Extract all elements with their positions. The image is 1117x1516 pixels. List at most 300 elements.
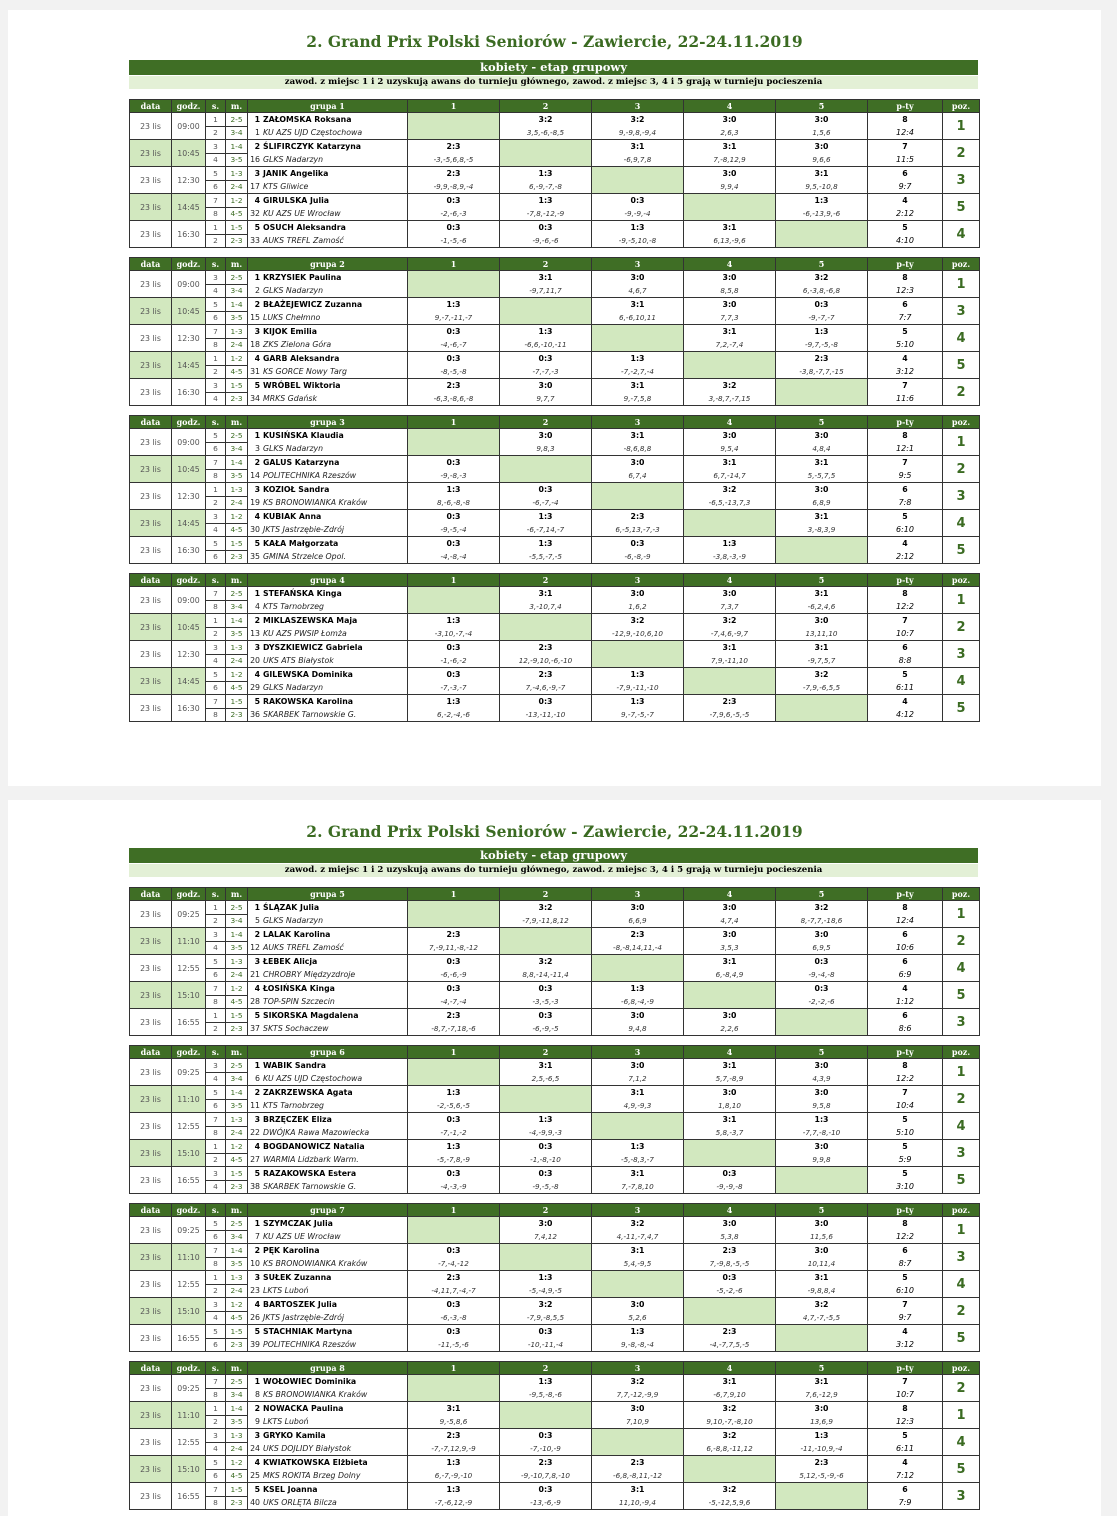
match-score: 3:2 bbox=[500, 1298, 592, 1312]
col-header-table: s. bbox=[206, 888, 226, 901]
set-scores: -2,-5,6,-5 bbox=[408, 1099, 500, 1113]
player-position: 3 bbox=[943, 641, 980, 668]
self-match-cell bbox=[684, 194, 776, 221]
player-name: LALAK Karolina bbox=[263, 930, 331, 939]
table-number: 6 bbox=[206, 1099, 226, 1113]
match-score: 3:1 bbox=[776, 167, 868, 181]
match-score: 0:3 bbox=[500, 1483, 592, 1497]
set-scores: 9,8,3 bbox=[500, 442, 592, 456]
set-scores: 11,5,6 bbox=[776, 1230, 868, 1244]
match-score: 3:0 bbox=[592, 1009, 684, 1023]
group-table bbox=[129, 1045, 980, 1194]
match-date: 23 lis bbox=[130, 1113, 172, 1140]
match-score: 1:3 bbox=[592, 982, 684, 996]
match-pairing: 1-3 bbox=[226, 1113, 248, 1127]
match-pairing: 2-4 bbox=[226, 1284, 248, 1298]
club-name: SKARBEK Tarnowskie G. bbox=[263, 710, 357, 719]
player-position: 3 bbox=[943, 1244, 980, 1271]
match-score: 2:3 bbox=[776, 352, 868, 366]
set-scores: -13,-11,-10 bbox=[500, 708, 592, 722]
club-name: KTS Tarnobrzeg bbox=[263, 602, 324, 611]
set-balance: 8:6 bbox=[868, 1022, 943, 1036]
match-score: 2:3 bbox=[408, 140, 500, 154]
table-number: 4 bbox=[206, 1442, 226, 1456]
col-header-opponent: 5 bbox=[776, 1046, 868, 1059]
set-balance: 6:9 bbox=[868, 968, 943, 982]
player-position: 2 bbox=[943, 456, 980, 483]
set-balance: 10:6 bbox=[868, 941, 943, 955]
set-scores: -9,-4,-8 bbox=[776, 968, 868, 982]
player-seed: 39 bbox=[250, 1340, 260, 1349]
player-name: ZAŁOMSKA Roksana bbox=[263, 115, 352, 124]
player-number: 3 bbox=[254, 643, 260, 652]
set-scores: 9,-8,-8,-4 bbox=[592, 1338, 684, 1352]
set-scores: 13,6,9 bbox=[776, 1415, 868, 1429]
table-number: 4 bbox=[206, 392, 226, 406]
set-scores: 1,5,6 bbox=[776, 126, 868, 140]
player-points: 8 bbox=[868, 429, 943, 443]
set-scores: 4,9,-9,3 bbox=[592, 1099, 684, 1113]
player-points: 5 bbox=[868, 668, 943, 682]
set-scores: 6,9,5 bbox=[776, 941, 868, 955]
set-balance: 10:7 bbox=[868, 1388, 943, 1402]
match-score: 0:3 bbox=[592, 194, 684, 208]
table-number: 8 bbox=[206, 469, 226, 483]
set-scores: -7,9,-6,5,5 bbox=[776, 681, 868, 695]
table-number: 7 bbox=[206, 456, 226, 470]
match-score: 3:1 bbox=[684, 1059, 776, 1073]
match-time: 09:00 bbox=[172, 429, 206, 456]
match-score: 1:3 bbox=[500, 167, 592, 181]
match-score: 1:3 bbox=[776, 1429, 868, 1443]
match-pairing: 3-5 bbox=[226, 941, 248, 955]
match-date: 23 lis bbox=[130, 668, 172, 695]
set-scores: -9,-7,-7 bbox=[776, 311, 868, 325]
player-points: 4 bbox=[868, 695, 943, 709]
table-number: 8 bbox=[206, 708, 226, 722]
match-date: 23 lis bbox=[130, 1298, 172, 1325]
match-score: 3:0 bbox=[776, 429, 868, 443]
set-balance: 9:7 bbox=[868, 180, 943, 194]
match-pairing: 1-2 bbox=[226, 1298, 248, 1312]
set-scores: -9,-9,-8 bbox=[684, 1180, 776, 1194]
match-score: 3:0 bbox=[592, 587, 684, 601]
col-header-opponent: 5 bbox=[776, 100, 868, 113]
self-match-cell bbox=[684, 1298, 776, 1325]
self-match-cell bbox=[776, 695, 868, 722]
player-position: 4 bbox=[943, 1429, 980, 1456]
col-header-opponent: 3 bbox=[592, 1046, 684, 1059]
club-name: UKS DOJLIDY Białystok bbox=[263, 1444, 352, 1453]
col-header-opponent: 2 bbox=[500, 416, 592, 429]
match-pairing: 2-5 bbox=[226, 113, 248, 127]
match-date: 23 lis bbox=[130, 1325, 172, 1352]
set-scores: 5,3,8 bbox=[684, 1230, 776, 1244]
col-header-position: poz. bbox=[943, 1204, 980, 1217]
club-cell bbox=[248, 207, 408, 221]
match-pairing: 2-4 bbox=[226, 180, 248, 194]
match-pairing: 4-5 bbox=[226, 1311, 248, 1325]
club-cell bbox=[248, 284, 408, 298]
match-pairing: 1-5 bbox=[226, 1325, 248, 1339]
col-header-opponent: 2 bbox=[500, 1046, 592, 1059]
set-scores: 1,8,10 bbox=[684, 1099, 776, 1113]
match-date: 23 lis bbox=[130, 1375, 172, 1402]
set-scores: -4,-6,-7 bbox=[408, 338, 500, 352]
player-points: 5 bbox=[868, 1113, 943, 1127]
table-number: 5 bbox=[206, 1325, 226, 1339]
match-pairing: 3-4 bbox=[226, 284, 248, 298]
set-scores: -2,-2,-6 bbox=[776, 995, 868, 1009]
col-header-time: godz. bbox=[172, 574, 206, 587]
player-seed: 21 bbox=[250, 970, 260, 979]
set-scores: -6,7,9,10 bbox=[684, 1388, 776, 1402]
player-cell bbox=[248, 587, 408, 601]
table-number: 1 bbox=[206, 1009, 226, 1023]
match-score: 1:3 bbox=[776, 1113, 868, 1127]
match-score: 0:3 bbox=[500, 221, 592, 235]
match-score: 3:0 bbox=[776, 1140, 868, 1154]
player-points: 6 bbox=[868, 1244, 943, 1258]
match-time: 09:25 bbox=[172, 1059, 206, 1086]
club-name: SKTS Sochaczew bbox=[263, 1024, 329, 1033]
col-header-points: p-ty bbox=[868, 258, 943, 271]
player-position: 2 bbox=[943, 140, 980, 167]
club-name: SKARBEK Tarnowskie G. bbox=[263, 1182, 357, 1191]
set-balance: 7:8 bbox=[868, 496, 943, 510]
club-cell bbox=[248, 1257, 408, 1271]
set-balance: 7:7 bbox=[868, 311, 943, 325]
page-title: 2. Grand Prix Polski Seniorów - Zawiercie, 22-24.11.2019 bbox=[306, 822, 803, 841]
player-cell bbox=[248, 641, 408, 655]
player-number: 4 bbox=[254, 196, 260, 205]
set-scores: 6,7,4 bbox=[592, 469, 684, 483]
match-score: 3:1 bbox=[776, 510, 868, 524]
player-position: 3 bbox=[943, 483, 980, 510]
set-scores: 6,-9,-7,-8 bbox=[500, 180, 592, 194]
club-cell bbox=[248, 442, 408, 456]
col-header-opponent: 2 bbox=[500, 1204, 592, 1217]
table-number: 3 bbox=[206, 1167, 226, 1181]
table-number: 8 bbox=[206, 600, 226, 614]
match-score: 0:3 bbox=[776, 955, 868, 969]
club-name: KU AZS UE Wrocław bbox=[263, 209, 341, 218]
player-seed: 9 bbox=[255, 1417, 260, 1426]
player-name: RAKOWSKA Karolina bbox=[263, 697, 354, 706]
match-score: 3:0 bbox=[776, 113, 868, 127]
club-cell bbox=[248, 469, 408, 483]
set-scores: -7,-2,7,-4 bbox=[592, 365, 684, 379]
col-header-points: p-ty bbox=[868, 416, 943, 429]
player-cell bbox=[248, 194, 408, 208]
player-seed: 19 bbox=[250, 498, 260, 507]
match-score: 1:3 bbox=[500, 325, 592, 339]
set-scores: -9,7,-5,-8 bbox=[776, 338, 868, 352]
player-position: 5 bbox=[943, 1167, 980, 1194]
player-name: DYSZKIEWICZ Gabriela bbox=[263, 643, 363, 652]
player-name: PĘK Karolina bbox=[263, 1246, 320, 1255]
set-scores: -6,-6,-9 bbox=[408, 968, 500, 982]
match-pairing: 2-3 bbox=[226, 1496, 248, 1510]
match-date: 23 lis bbox=[130, 982, 172, 1009]
match-pairing: 1-3 bbox=[226, 325, 248, 339]
match-score: 0:3 bbox=[776, 982, 868, 996]
player-name: GARB Aleksandra bbox=[263, 354, 340, 363]
col-header-match: m. bbox=[226, 1204, 248, 1217]
player-points: 5 bbox=[868, 221, 943, 235]
match-score: 1:3 bbox=[408, 695, 500, 709]
match-pairing: 1-5 bbox=[226, 379, 248, 393]
col-header-table: s. bbox=[206, 1046, 226, 1059]
match-score: 3:1 bbox=[776, 587, 868, 601]
table-number: 8 bbox=[206, 1126, 226, 1140]
table-number: 1 bbox=[206, 614, 226, 628]
table-number: 5 bbox=[206, 1217, 226, 1231]
match-time: 10:45 bbox=[172, 298, 206, 325]
match-date: 23 lis bbox=[130, 928, 172, 955]
match-time: 12:55 bbox=[172, 1429, 206, 1456]
match-date: 23 lis bbox=[130, 1167, 172, 1194]
match-pairing: 1-2 bbox=[226, 982, 248, 996]
match-time: 14:45 bbox=[172, 352, 206, 379]
club-name: KTS Gliwice bbox=[263, 182, 309, 191]
match-time: 10:45 bbox=[172, 614, 206, 641]
set-scores: 1,6,2 bbox=[592, 600, 684, 614]
club-name: LUKS Chełmno bbox=[263, 313, 321, 322]
col-header-date: data bbox=[130, 1046, 172, 1059]
player-seed: 16 bbox=[250, 155, 260, 164]
set-scores: -9,-8,-3 bbox=[408, 469, 500, 483]
set-balance: 5:10 bbox=[868, 1126, 943, 1140]
col-header-opponent: 5 bbox=[776, 1362, 868, 1375]
club-cell bbox=[248, 365, 408, 379]
match-date: 23 lis bbox=[130, 1244, 172, 1271]
match-pairing: 1-2 bbox=[226, 510, 248, 524]
player-points: 4 bbox=[868, 1456, 943, 1470]
club-cell bbox=[248, 1153, 408, 1167]
table-number: 5 bbox=[206, 167, 226, 181]
player-seed: 8 bbox=[255, 1390, 260, 1399]
player-points: 7 bbox=[868, 140, 943, 154]
match-score: 3:0 bbox=[776, 614, 868, 628]
set-scores: 9,6,6 bbox=[776, 153, 868, 167]
table-number: 3 bbox=[206, 1059, 226, 1073]
set-balance: 11:5 bbox=[868, 153, 943, 167]
set-scores: 9,-7,-5,-7 bbox=[592, 708, 684, 722]
player-position: 1 bbox=[943, 113, 980, 140]
col-header-opponent: 3 bbox=[592, 1362, 684, 1375]
match-score: 3:0 bbox=[592, 1298, 684, 1312]
match-pairing: 2-4 bbox=[226, 654, 248, 668]
col-header-opponent: 2 bbox=[500, 888, 592, 901]
player-position: 5 bbox=[943, 1456, 980, 1483]
match-date: 23 lis bbox=[130, 1086, 172, 1113]
set-scores: 9,5,-10,8 bbox=[776, 180, 868, 194]
player-points: 8 bbox=[868, 1217, 943, 1231]
player-cell bbox=[248, 167, 408, 181]
match-time: 11:10 bbox=[172, 1402, 206, 1429]
player-number: 3 bbox=[254, 1115, 260, 1124]
table-number: 7 bbox=[206, 325, 226, 339]
self-match-cell bbox=[776, 1009, 868, 1036]
col-header-time: godz. bbox=[172, 416, 206, 429]
player-points: 8 bbox=[868, 113, 943, 127]
table-number: 1 bbox=[206, 901, 226, 915]
col-header-opponent: 1 bbox=[408, 888, 500, 901]
set-balance: 8:8 bbox=[868, 654, 943, 668]
set-scores: 13,11,10 bbox=[776, 627, 868, 641]
player-points: 6 bbox=[868, 641, 943, 655]
match-score: 0:3 bbox=[408, 194, 500, 208]
set-scores: 10,11,4 bbox=[776, 1257, 868, 1271]
club-name: POLITECHNIKA Rzeszów bbox=[263, 471, 357, 480]
group-table bbox=[129, 99, 980, 248]
player-number: 3 bbox=[254, 1431, 260, 1440]
player-position: 4 bbox=[943, 1271, 980, 1298]
match-score: 2:3 bbox=[408, 1009, 500, 1023]
match-time: 12:55 bbox=[172, 955, 206, 982]
table-number: 3 bbox=[206, 271, 226, 285]
player-seed: 26 bbox=[250, 1313, 260, 1322]
col-header-table: s. bbox=[206, 1362, 226, 1375]
set-scores: 4,3,9 bbox=[776, 1072, 868, 1086]
table-number: 7 bbox=[206, 587, 226, 601]
match-pairing: 1-3 bbox=[226, 1429, 248, 1443]
match-score: 2:3 bbox=[408, 1429, 500, 1443]
match-score: 3:0 bbox=[776, 1059, 868, 1073]
match-score: 3:2 bbox=[592, 614, 684, 628]
player-points: 5 bbox=[868, 510, 943, 524]
match-pairing: 1-4 bbox=[226, 1244, 248, 1258]
match-time: 12:55 bbox=[172, 1271, 206, 1298]
player-cell bbox=[248, 668, 408, 682]
player-position: 2 bbox=[943, 1086, 980, 1113]
col-header-table: s. bbox=[206, 258, 226, 271]
player-number: 2 bbox=[254, 458, 260, 467]
set-scores: -5,5,-7,-5 bbox=[500, 550, 592, 564]
club-cell bbox=[248, 1180, 408, 1194]
player-seed: 38 bbox=[250, 1182, 260, 1191]
set-balance: 4:12 bbox=[868, 708, 943, 722]
match-time: 11:10 bbox=[172, 1244, 206, 1271]
set-scores: 4,-11,-7,4,7 bbox=[592, 1230, 684, 1244]
match-score: 3:1 bbox=[592, 379, 684, 393]
set-scores: -6,-3,-8 bbox=[408, 1311, 500, 1325]
set-scores: -9,9,-8,9,-4 bbox=[408, 180, 500, 194]
club-cell bbox=[248, 1388, 408, 1402]
col-header-match: m. bbox=[226, 888, 248, 901]
club-name: TOP-SPIN Szczecin bbox=[263, 997, 335, 1006]
club-cell bbox=[248, 1415, 408, 1429]
table-number: 5 bbox=[206, 298, 226, 312]
match-score: 0:3 bbox=[408, 955, 500, 969]
match-time: 16:30 bbox=[172, 537, 206, 564]
set-scores: 7,-8,12,9 bbox=[684, 153, 776, 167]
club-name: WARMIA Lidzbark Warm. bbox=[263, 1155, 359, 1164]
match-score: 2:3 bbox=[408, 379, 500, 393]
match-score: 3:0 bbox=[592, 1059, 684, 1073]
player-number: 5 bbox=[254, 697, 260, 706]
match-score: 0:3 bbox=[408, 641, 500, 655]
col-header-date: data bbox=[130, 1204, 172, 1217]
match-pairing: 3-5 bbox=[226, 627, 248, 641]
set-scores: 9,9,8 bbox=[776, 1153, 868, 1167]
player-name: BOGDANOWICZ Natalia bbox=[263, 1142, 365, 1151]
match-score: 1:3 bbox=[592, 1325, 684, 1339]
player-points: 4 bbox=[868, 982, 943, 996]
set-scores: 12,-9,10,-6,-10 bbox=[500, 654, 592, 668]
match-score: 2:3 bbox=[592, 928, 684, 942]
player-points: 8 bbox=[868, 587, 943, 601]
match-score: 2:3 bbox=[408, 928, 500, 942]
match-pairing: 4-5 bbox=[226, 1153, 248, 1167]
player-seed: 3 bbox=[255, 444, 260, 453]
player-cell bbox=[248, 221, 408, 235]
self-match-cell bbox=[776, 1325, 868, 1352]
self-match-cell bbox=[592, 641, 684, 668]
player-cell bbox=[248, 483, 408, 497]
set-scores: 6,-7,-9,-10 bbox=[408, 1469, 500, 1483]
match-pairing: 1-3 bbox=[226, 483, 248, 497]
match-date: 23 lis bbox=[130, 325, 172, 352]
player-seed: 10 bbox=[250, 1259, 260, 1268]
table-number: 1 bbox=[206, 221, 226, 235]
player-cell bbox=[248, 1113, 408, 1127]
player-seed: 27 bbox=[250, 1155, 260, 1164]
club-cell bbox=[248, 550, 408, 564]
set-scores: -4,-3,-9 bbox=[408, 1180, 500, 1194]
match-pairing: 2-5 bbox=[226, 271, 248, 285]
table-number: 7 bbox=[206, 1244, 226, 1258]
match-score: 0:3 bbox=[408, 221, 500, 235]
player-position: 1 bbox=[943, 1059, 980, 1086]
player-number: 5 bbox=[254, 223, 260, 232]
player-number: 2 bbox=[254, 300, 260, 309]
player-name: STEFAŃSKA Kinga bbox=[263, 589, 342, 598]
player-cell bbox=[248, 1086, 408, 1100]
set-balance: 12:3 bbox=[868, 284, 943, 298]
player-position: 3 bbox=[943, 1140, 980, 1167]
set-scores: -12,9,-10,6,10 bbox=[592, 627, 684, 641]
match-time: 09:25 bbox=[172, 1217, 206, 1244]
match-pairing: 1-5 bbox=[226, 1483, 248, 1497]
match-date: 23 lis bbox=[130, 587, 172, 614]
match-score: 1:3 bbox=[592, 221, 684, 235]
player-points: 6 bbox=[868, 1483, 943, 1497]
set-scores: 4,8,4 bbox=[776, 442, 868, 456]
match-score: 1:3 bbox=[408, 614, 500, 628]
match-pairing: 3-5 bbox=[226, 469, 248, 483]
player-position: 5 bbox=[943, 695, 980, 722]
match-score: 3:0 bbox=[500, 429, 592, 443]
col-header-opponent: 1 bbox=[408, 574, 500, 587]
set-balance: 2:12 bbox=[868, 550, 943, 564]
match-score: 1:3 bbox=[592, 668, 684, 682]
player-seed: 15 bbox=[250, 313, 260, 322]
col-header-opponent: 2 bbox=[500, 100, 592, 113]
club-cell bbox=[248, 600, 408, 614]
player-position: 1 bbox=[943, 1217, 980, 1244]
match-date: 23 lis bbox=[130, 298, 172, 325]
set-scores: -11,-10,9,-4 bbox=[776, 1442, 868, 1456]
page-2 bbox=[8, 800, 1101, 1516]
set-scores: -6,6,-10,-11 bbox=[500, 338, 592, 352]
player-cell bbox=[248, 298, 408, 312]
match-time: 14:45 bbox=[172, 510, 206, 537]
club-cell bbox=[248, 180, 408, 194]
self-match-cell bbox=[408, 429, 500, 456]
club-cell bbox=[248, 968, 408, 982]
